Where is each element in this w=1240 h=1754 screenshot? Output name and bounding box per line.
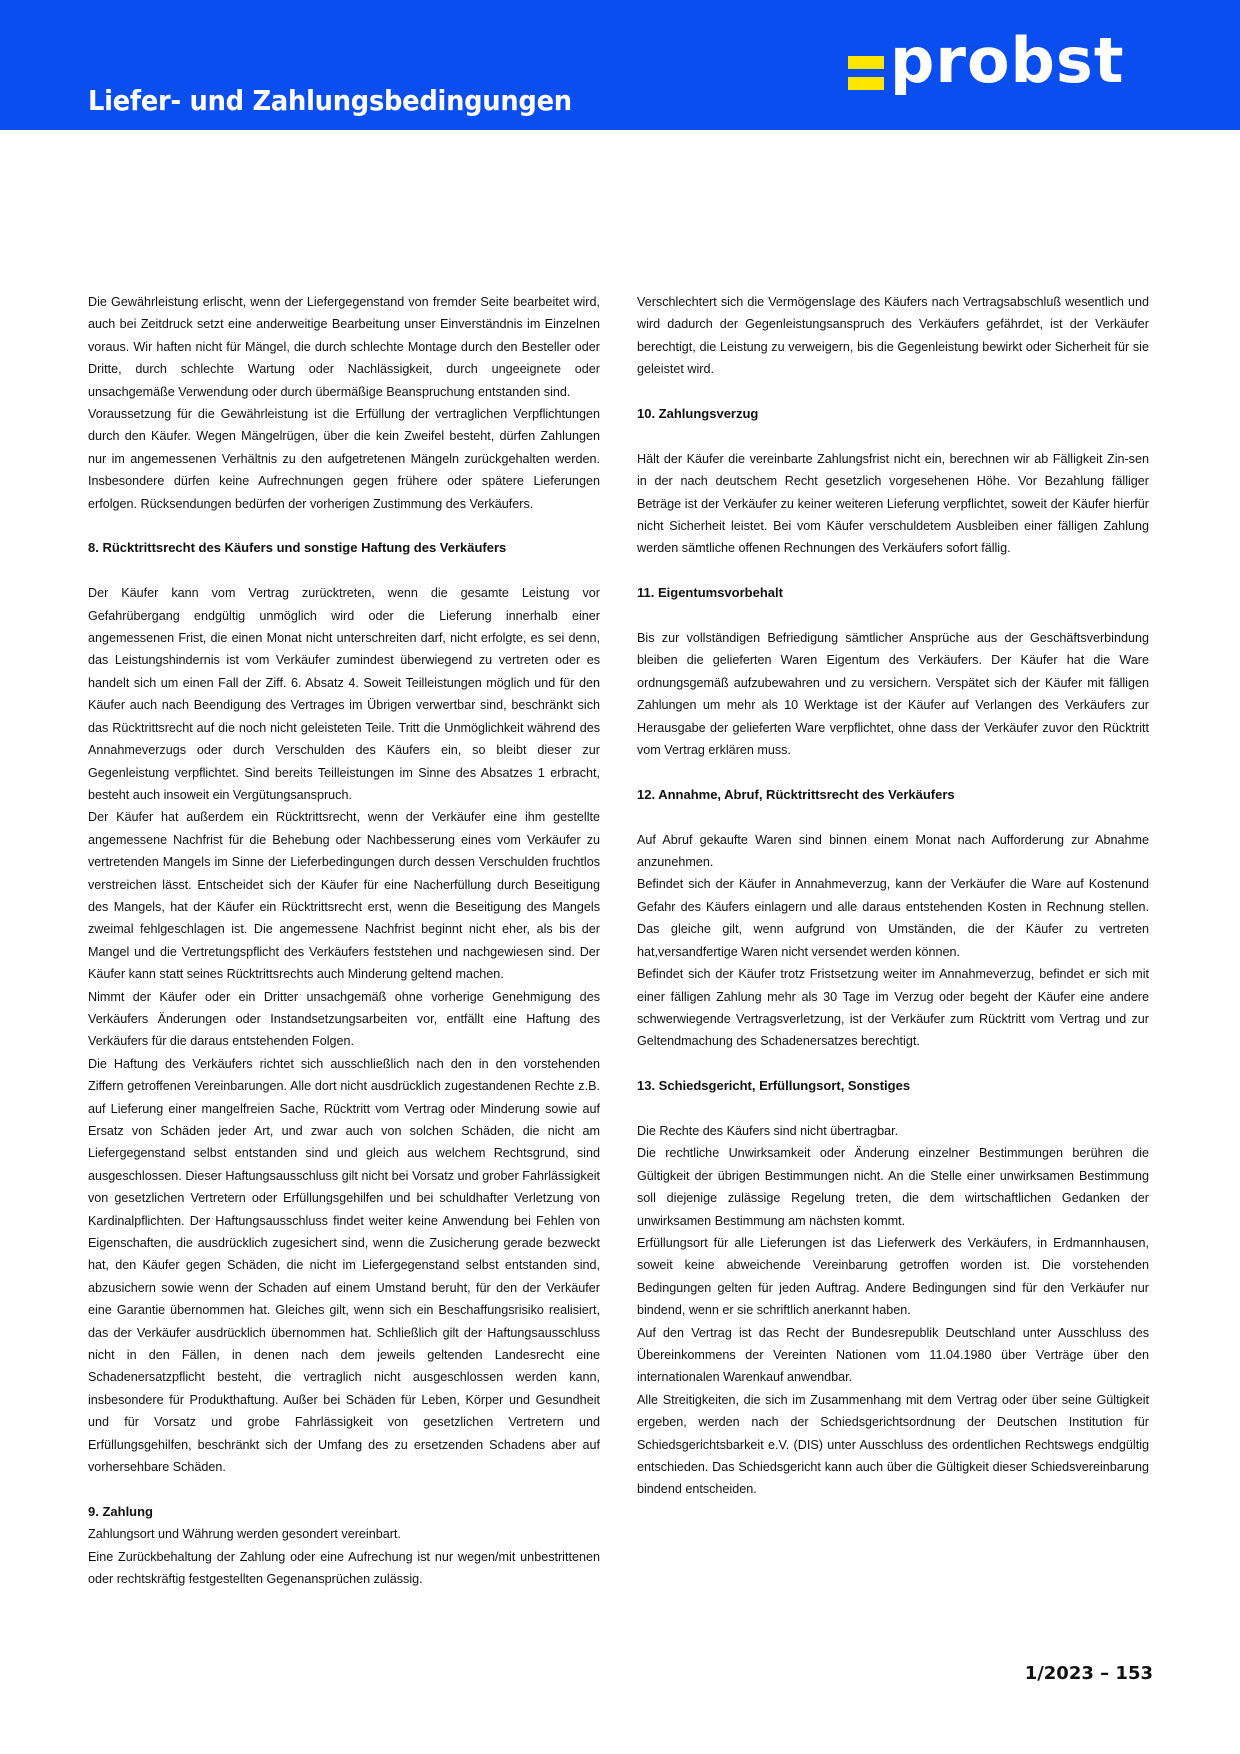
page-title: Liefer- und Zahlungsbedingungen [88,84,572,117]
paragraph-13e: Alle Streitigkeiten, die sich im Zusammenhang mit dem Vertrag oder über seine Gültigkeit ergeben, werden nach der Schiedsgerichtsordnung der Deutschen Institution für Schiedsgerichtsbarkeit e.V. (DIS) unter Ausschluss des ordentlichen Rechtswegs endgültig entschieden. Das Schiedsgericht kann auch über die Gültigkeit dieser Schiedsvereinbarung bindend entscheiden. [637,1392,1149,1497]
section-heading-11: 11. Eigentumsvorbehalt [637,585,783,601]
paragraph-13c: Erfüllungsort für alle Lieferungen ist das Lieferwerk des Verkäufers, in Erdmannhausen, soweit keine abweichende Vereinbarung getroffen worden ist. Die vorstehenden Bedingungen gelten für jeden Auftrag. Andere Bedingungen sind für den Verkäufer nur bindend, wenn er sie schriftlich anerkannt haben. [637,1235,1149,1318]
paragraph-8c: Nimmt der Käufer oder ein Dritter unsachgemäß ohne vorherige Genehmigung des Verkäufers Änderungen oder Instandsetzungsarbeiten vor, entfällt eine Haftung des Verkäufers für die daraus entstehenden Folgen. [88,989,600,1049]
paragraph-12c: Befindet sich der Käufer trotz Fristsetzung weiter im Annahmeverzug, befindet er sich mit einer fälligen Zahlung mehr als 30 Tage im Verzug oder begeht der Käufer eine andere schwerwiegende Vertragsverletzung, ist der Verkäufer zum Rücktritt vom Vertrag und zur Geltendmachung des Schadenersatzes berechtigt. [637,967,1149,1049]
paragraph-11: Bis zur vollständigen Befriedigung sämtlicher Ansprüche aus der Geschäftsverbindung bleiben die gelieferten Waren Eigentum des Verkäufers. Der Käufer hat die Ware ordnungsgemäß aufzubewahren und zu versichern. Verspätet sich der Käufer mit fälligen Zahlungen um mehr als 10 Werktage ist der Käufer auf Verlangen des Verkäufers zur Herausgabe der gelieferten Ware verpflichtet, ohne dass der Verkäufer zuvor den Rücktritt vom Vertrag erklären muss. [637,631,1149,758]
page-number: 1/2023 – 153 [1024,1663,1153,1684]
logo-text: probst [890,24,1125,97]
paragraph-12b: Befindet sich der Käufer in Annahmeverzug, kann der Verkäufer die Ware auf Kostenund Gefahr des Käufers einlagern und alle daraus entstehenden Kosten in Rechnung stellen. Das gleiche gilt, wenn aufgrund von Umständen, die der Käufer zu vertreten hat,versandfertige Waren nicht versendet werden können. [637,877,1149,959]
paragraph-8a: Der Käufer kann vom Vertrag zurücktreten, wenn die gesamte Leistung vor Gefahrübergang endgültig unmöglich wird oder die Lieferung innerhalb einer angemessenen Frist, die einen Monat nicht unterschreiten darf, nicht erfolgte, es sei denn, das Leistungshindernis ist vom Verkäufer zumindest überwiegend zu vertreten oder es handelt sich um einen Fall der Ziff. 6. Absatz 4. Soweit Teilleistungen möglich und für den Käufer auch nach Beendigung des Vertrages im Übrigen verwertbar sind, beschränkt sich das Rücktrittsrecht auf die noch nicht geleisteten Teile. Tritt die Unmöglichkeit während des Annahmeverzugs oder durch Verschulden des Käufers ein, so bleibt dieser zur Gegenleistung verpflichtet. Sind bereits Teilleistungen im Sinne des Absatzes 1 erbracht, besteht auch insoweit ein Vergütungsanspruch. [88,586,600,802]
section-heading-12: 12. Annahme, Abruf, Rücktrittsrecht des Verkäufers [637,786,955,802]
section-heading-9: 9. Zahlung [88,1503,153,1519]
paragraph-asset-deterioration: Verschlechtert sich die Vermögenslage des Käufers nach Vertragsabschluß wesentlich und wird dadurch der Gegenleistungsanspruch des Verkäufers gefährdet, ist der Verkäufer berechtigt, die Leistung zu verweigern, bis die Gegenleistung bewirkt oder Sicherheit für sie geleistet wird. [637,295,1149,377]
paragraph-13b: Die rechtliche Unwirksamkeit oder Änderung einzelner Bestimmungen berühren die Gültigkeit der übrigen Bestimmungen nicht. An die Stelle einer unwirksamen Bestimmung soll diejenige zulässige Regelung treten, die dem wirtschaftlichen Gedanken der unwirksamen Bestimmung am nächsten kommt. [637,1146,1149,1228]
probst-logo [848,24,1153,102]
paragraph-9b: Eine Zurückbehaltung der Zahlung oder eine Aufrechung ist nur wegen/mit unbestrittenen oder rechtskräftig festgestellten Gegenansprüchen zulässig. [88,1549,600,1587]
paragraph-8b: Der Käufer hat außerdem ein Rücktrittsrecht, wenn der Verkäufer eine ihm gestellte angemessene Nachfrist für die Behebung oder Nachbesserung eines vom Verkäufer zu vertretenden Mangels im Sinne der Lieferbedingungen durch dessen Verschulden fruchtlos verstreichen lässt. Entscheidet sich der Käufer für eine Nacherfüllung durch Beseitigung des Mangels, hat der Käufer ein Rücktrittsrecht erst, wenn die Beseitigung des Mangels zweimal fehlgeschlagen ist. Die angemessene Nachfrist beginnt nicht eher, als bis der Mangel und die Vertretungspflicht des Verkäufers feststehen und nachgewiesen sind. Der Käufer kann statt seines Rücktrittsrechts auch Minderung geltend machen. [88,810,600,982]
logo-mark-icon [848,56,884,90]
paragraph-12a: Auf Abruf gekaufte Waren sind binnen einem Monat nach Aufforderung zur Abnahme anzunehmen. [637,832,1149,870]
paragraph-13d: Auf den Vertrag ist das Recht der Bundesrepublik Deutschland unter Ausschluss des Übereinkommens der Vereinten Nationen vom 11.04.1980 über Verträge über den internationalen Warenkauf anwendbar. [637,1325,1149,1385]
paragraph-warranty-expiry: Die Gewährleistung erlischt, wenn der Liefergegenstand von fremder Seite bearbeitet wird, auch bei Zeitdruck setzt eine anderweitige Bearbeitung unser Einverständnis im Einzelnen voraus. Wir haften nicht für Mängel, die durch schlechte Montage durch den Besteller oder Dritte, durch schlechte Wartung oder Nachlässigkeit, durch ungeeignete oder unsachgemäße Verwendung oder durch übermäßige Beanspruchung entstanden sind. [88,295,600,399]
paragraph-10: Hält der Käufer die vereinbarte Zahlungsfrist nicht ein, berechnen wir ab Fälligkeit Zin-sen in der nach deutschem Recht gesetzlich vorgesehenen Höhe. Vor Bezahlung fälliger Beträge ist der Verkäufer zu keiner weiteren Lieferung verpflichtet, soweit der Käufer hierfür nicht Sicherheit leistet. Bei vom Käufer verschuldetem Ausbleiben einer fälligen Zahlung werden sämtliche offenen Rechnungen des Verkäufers sofort fällig. [637,451,1149,556]
section-heading-13: 13. Schiedsgericht, Erfüllungsort, Sonstiges [637,1078,911,1094]
right-column [637,291,1149,1501]
paragraph-13a: Die Rechte des Käufers sind nicht übertragbar. [637,1123,899,1138]
left-column [88,291,600,1591]
paragraph-8d: Die Haftung des Verkäufers richtet sich ausschließlich nach den in den vorstehenden Ziffern getroffenen Vereinbarungen. Alle dort nicht ausdrücklich zugestandenen Rechte z.B. auf Lieferung einer mangelfreien Sache, Rücktritt vom Vertrag oder Minderung sowie auf Ersatz von Schäden jeder Art, und zwar auch von solchen Schäden, die nicht am Liefergegenstand selbst entstanden sind und gleich aus welchem Rechtsgrund, sind ausgeschlossen. Dieser Haftungsausschluss gilt nicht bei Vorsatz und grober Fahrlässigkeit von gesetzlichen Vertretern oder Erfüllungsgehilfen und bei schuldhafter Verletzung von Kardinalpflichten. Der Haftungsausschluss findet weiter keine Anwendung bei Fehlen von Eigenschaften, die ausdrücklich zugesichert sind, wenn die Zusicherung gerade bezweckt hat, den Käufer gegen Schäden, die nicht im Liefergegenstand selbst entstanden sind, abzusichern sowie wenn der Schaden auf einem Umstand beruht, für den der Verkäufer eine Garantie übernommen hat. Gleiches gilt, wenn sich ein Beschaffungsrisiko realisiert, das der Verkäufer ausdrücklich übernommen hat. Schließlich gilt der Haftungsausschluss nicht in den Fällen, in denen nach dem jeweils geltenden Landesrecht eine Schadenersatzpflicht besteht, die vertraglich nicht ausgeschlossen werden kann, insbesondere für Produkthaftung. Außer bei Schäden für Leben, Körper und Gesundheit und für Vorsatz und grobe Fahrlässigkeit von gesetzlichen Vertretern und Erfüllungsgehilfen, beschränkt sich der Umfang des zu ersetzenden Schadens aber auf vorhersehbare Schäden. [88,1056,600,1475]
section-heading-10: 10. Zahlungsverzug [637,406,759,422]
section-heading-8: 8. Rücktrittsrecht des Käufers und sonstige Haftung des Verkäufers [88,540,507,556]
paragraph-warranty-conditions: Voraussetzung für die Gewährleistung ist die Erfüllung der vertraglichen Verpflichtungen durch den Käufer. Wegen Mängelrügen, über die kein Zweifel besteht, dürfen Zahlungen nur im angemessenen Verhältnis zu den aufgetretenen Mängeln zurückgehalten werden. Insbesondere dürfen keine Aufrechnungen gegen frühere oder spätere Lieferungen erfolgen. Rücksendungen bedürfen der vorherigen Zustimmung des Verkäufers. [88,407,600,511]
header-bar [0,0,1240,130]
paragraph-9a: Zahlungsort und Währung werden gesondert vereinbart. [88,1527,401,1542]
